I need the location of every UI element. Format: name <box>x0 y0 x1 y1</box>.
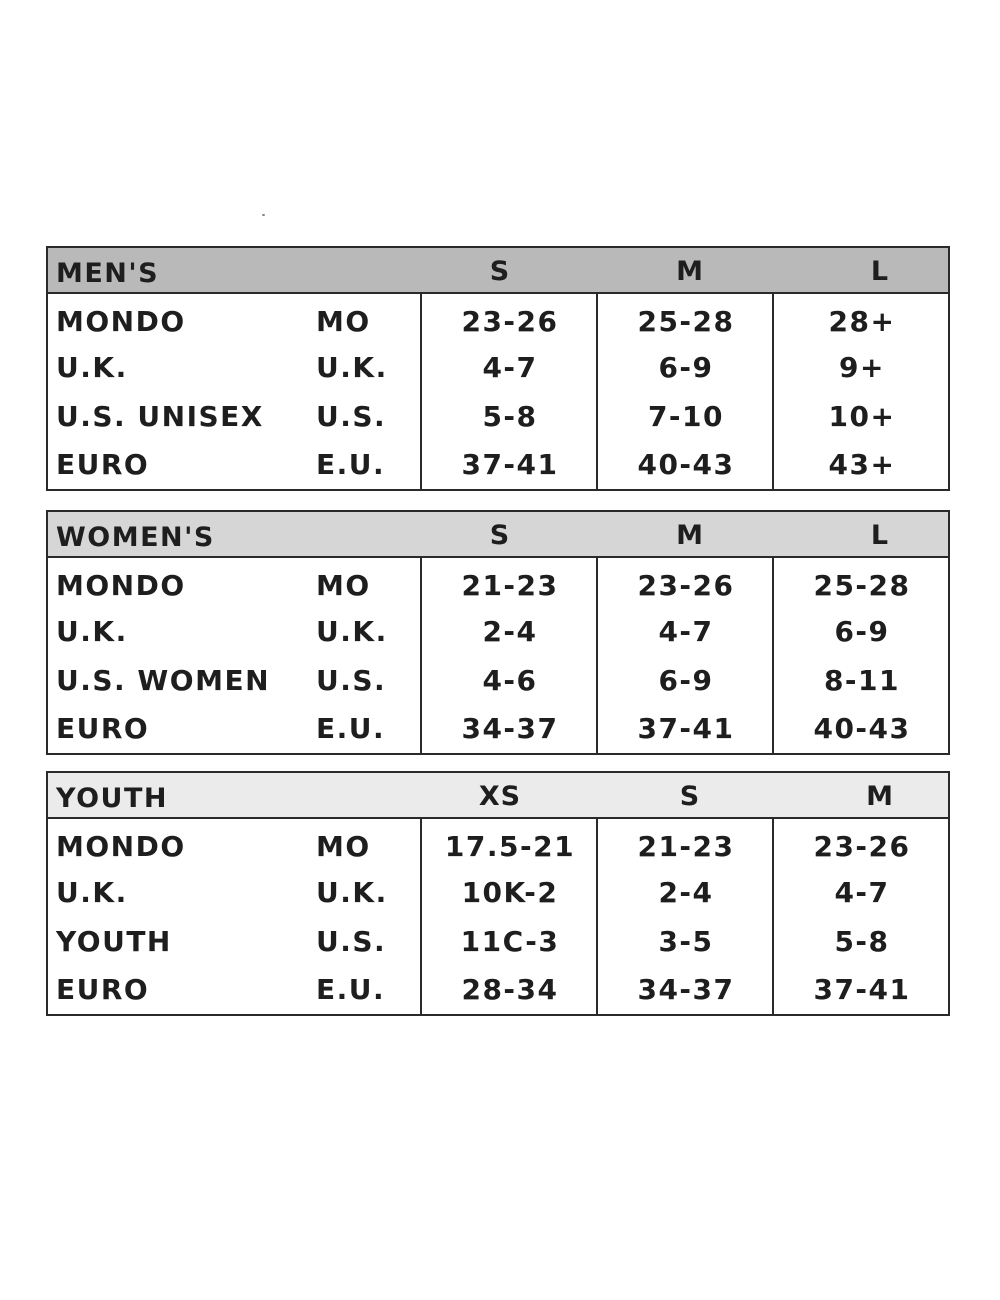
scan-speck <box>262 214 265 216</box>
size-column-label: XS <box>478 781 522 812</box>
size-column-label: S <box>489 256 511 287</box>
table-row <box>48 711 948 747</box>
table-row <box>48 924 948 960</box>
size-value: 4-7 <box>834 876 890 909</box>
table-header <box>48 512 948 558</box>
size-value: 6-9 <box>658 351 714 384</box>
size-value: 6-9 <box>658 664 714 697</box>
row-abbreviation: U.K. <box>316 351 388 384</box>
size-column-label: S <box>679 781 701 812</box>
table-row <box>48 829 948 865</box>
table-row <box>48 972 948 1008</box>
row-name: U.S. UNISEX <box>56 400 264 433</box>
row-abbreviation: E.U. <box>316 448 386 481</box>
row-abbreviation: U.K. <box>316 876 388 909</box>
size-value: 23-26 <box>637 569 735 602</box>
size-value: 40-43 <box>813 712 911 745</box>
table-body <box>48 819 948 1014</box>
size-value: 10K-2 <box>461 876 559 909</box>
size-value: 34-37 <box>637 973 735 1006</box>
table-row <box>48 875 948 911</box>
row-abbreviation: MO <box>316 830 371 863</box>
row-abbreviation: MO <box>316 569 371 602</box>
row-name: EURO <box>56 973 150 1006</box>
row-name: U.K. <box>56 876 128 909</box>
table-header <box>48 773 948 819</box>
size-value: 34-37 <box>461 712 559 745</box>
size-value: 8-11 <box>823 664 901 697</box>
row-name: MONDO <box>56 305 186 338</box>
size-value: 4-7 <box>482 351 538 384</box>
size-value: 25-28 <box>813 569 911 602</box>
size-value: 2-4 <box>658 876 714 909</box>
size-value: 23-26 <box>461 305 559 338</box>
size-value: 10+ <box>828 400 896 433</box>
table-title: YOUTH <box>56 783 168 814</box>
row-abbreviation: U.K. <box>316 615 388 648</box>
size-value: 9+ <box>839 351 885 384</box>
row-name: U.K. <box>56 615 128 648</box>
size-value: 17.5-21 <box>444 830 576 863</box>
row-abbreviation: U.S. <box>316 925 387 958</box>
row-name: MONDO <box>56 569 186 602</box>
table-row <box>48 350 948 386</box>
size-value: 28-34 <box>461 973 559 1006</box>
table-body <box>48 294 948 489</box>
size-value: 23-26 <box>813 830 911 863</box>
size-value: 4-6 <box>482 664 538 697</box>
size-table-2 <box>46 771 950 1016</box>
size-value: 37-41 <box>637 712 735 745</box>
table-row <box>48 663 948 699</box>
row-abbreviation: MO <box>316 305 371 338</box>
row-name: YOUTH <box>56 925 172 958</box>
table-row <box>48 304 948 340</box>
size-column-label: M <box>676 256 704 287</box>
size-value: 3-5 <box>658 925 714 958</box>
size-value: 7-10 <box>647 400 725 433</box>
size-value: 37-41 <box>461 448 559 481</box>
table-body <box>48 558 948 753</box>
size-value: 5-8 <box>482 400 538 433</box>
size-value: 37-41 <box>813 973 911 1006</box>
table-row <box>48 399 948 435</box>
row-abbreviation: U.S. <box>316 664 387 697</box>
size-column-label: M <box>676 520 704 551</box>
size-value: 4-7 <box>658 615 714 648</box>
table-title: WOMEN'S <box>56 522 215 553</box>
table-row <box>48 568 948 604</box>
size-table-1 <box>46 510 950 755</box>
size-column-label: L <box>870 256 890 287</box>
row-name: U.S. WOMEN <box>56 664 271 697</box>
row-name: EURO <box>56 712 150 745</box>
size-column-label: M <box>866 781 894 812</box>
size-value: 6-9 <box>834 615 890 648</box>
size-value: 43+ <box>828 448 896 481</box>
row-abbreviation: E.U. <box>316 712 386 745</box>
size-value: 11C-3 <box>460 925 560 958</box>
row-abbreviation: E.U. <box>316 973 386 1006</box>
table-row <box>48 614 948 650</box>
size-value: 28+ <box>828 305 896 338</box>
size-value: 21-23 <box>461 569 559 602</box>
size-value: 40-43 <box>637 448 735 481</box>
row-name: U.K. <box>56 351 128 384</box>
size-value: 21-23 <box>637 830 735 863</box>
row-name: MONDO <box>56 830 186 863</box>
row-name: EURO <box>56 448 150 481</box>
size-value: 25-28 <box>637 305 735 338</box>
table-header <box>48 248 948 294</box>
size-column-label: L <box>870 520 890 551</box>
table-row <box>48 447 948 483</box>
size-value: 5-8 <box>834 925 890 958</box>
table-title: MEN'S <box>56 258 160 289</box>
size-value: 2-4 <box>482 615 538 648</box>
size-table-0 <box>46 246 950 491</box>
row-abbreviation: U.S. <box>316 400 387 433</box>
size-column-label: S <box>489 520 511 551</box>
